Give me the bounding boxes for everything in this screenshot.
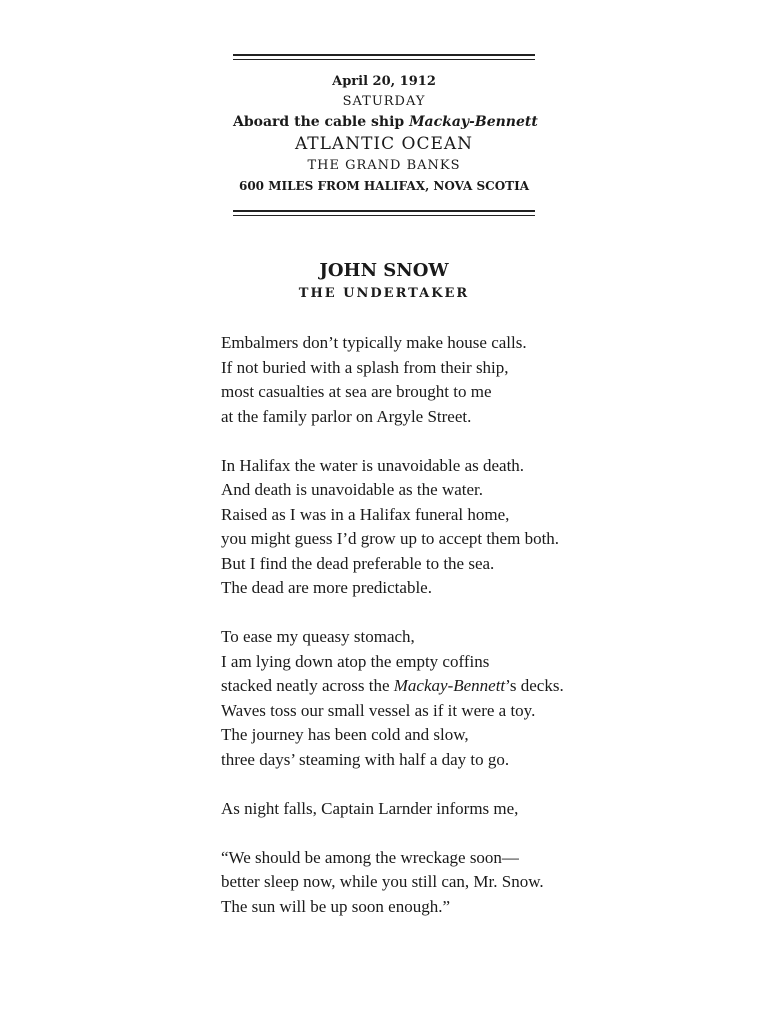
dateline-day: SATURDAY [342, 94, 426, 109]
dateline-ocean: ATLANTIC OCEAN [294, 134, 474, 154]
poem-line: most casualties at sea are brought to me [221, 382, 492, 401]
poem-line: at the family parlor on Argyle Street. [221, 406, 472, 426]
poem-line-ship [221, 674, 741, 699]
dateline-ship-name: Mackay-Bennett [409, 114, 538, 130]
header-bottom-rule [233, 210, 535, 216]
speaker-name: JOHN SNOW [319, 260, 449, 281]
poem-line: Embalmers don’t typically make house calls. [221, 333, 527, 352]
poem-line: In Halifax the water is unavoidable as death. [221, 455, 525, 475]
poem-line: To ease my queasy stomach, [221, 627, 415, 646]
dateline-ship-prefix: Aboard the cable ship [233, 114, 410, 130]
poem-line: And death is unavoidable as the water. [221, 480, 484, 499]
dateline-location: THE GRAND BANKS [307, 158, 461, 173]
stanza-3 [221, 625, 741, 772]
poem-line: The journey has been cold and slow, [221, 725, 469, 744]
poem-line-suffix: ’s decks. [505, 676, 564, 695]
stanza-5 [221, 846, 741, 920]
poem-line: The dead are more predictable. [221, 578, 432, 597]
dateline-distance: 600 MILES FROM HALIFAX, NOVA SCOTIA [238, 179, 530, 193]
speaker-role: THE UNDERTAKER [298, 286, 470, 301]
poem-line: “We should be among the wreckage soon— [221, 847, 519, 867]
header-top-rule [233, 54, 535, 60]
poem-line: But I find the dead preferable to the sea. [221, 553, 495, 573]
poem-line: As night falls, Captain Larnder informs me, [221, 798, 519, 818]
poem-line-prefix: stacked neatly across the [221, 676, 394, 695]
poem-body [221, 331, 741, 944]
poem-line: Raised as I was in a Halifax funeral home, [221, 504, 510, 524]
poem-line: Waves toss our small vessel as if it were a toy. [221, 700, 536, 720]
poem-line: If not buried with a splash from their ship, [221, 357, 509, 377]
poem-line: better sleep now, while you still can, Mr. Snow. [221, 872, 544, 891]
stanza-1 [221, 331, 741, 429]
dateline-header [233, 54, 538, 216]
stanza-4 [221, 797, 741, 822]
speaker-heading [0, 259, 768, 305]
poem-line: you might guess I’d grow up to accept them both. [221, 529, 560, 548]
dateline-date: April 20, 1912 [332, 74, 436, 89]
poem-line: I am lying down atop the empty coffins [221, 651, 490, 671]
poem-ship-name: Mackay-Bennett [393, 676, 506, 695]
poem-line: three days’ steaming with half a day to go. [221, 749, 510, 769]
poem-line: The sun will be up soon enough.” [221, 896, 450, 916]
stanza-2 [221, 454, 741, 601]
dateline-ship [233, 112, 538, 132]
